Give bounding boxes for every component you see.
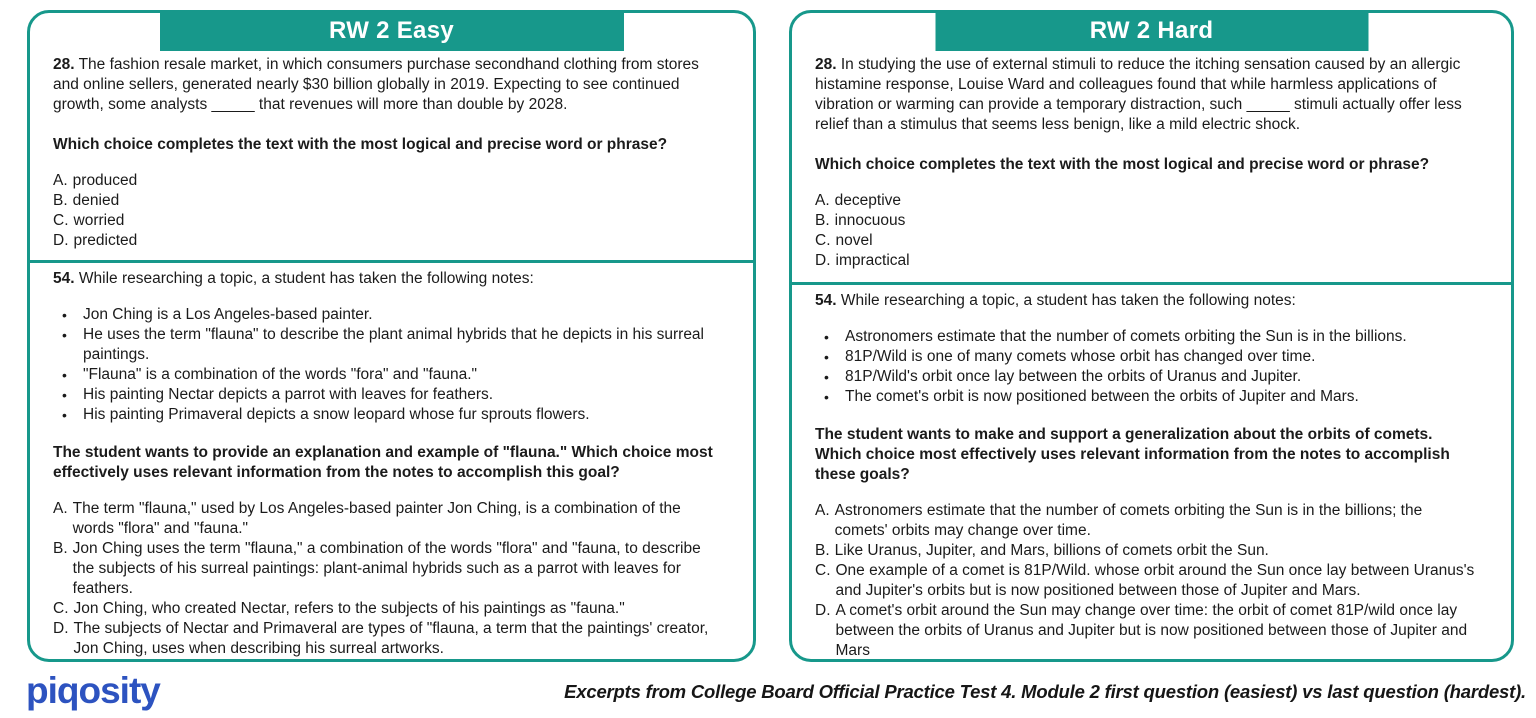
choice-label: D. xyxy=(53,232,69,249)
answer-choices xyxy=(815,501,1479,661)
choice-label: D. xyxy=(815,252,831,269)
easy-question-54-section xyxy=(30,260,753,659)
answer-choices xyxy=(53,499,721,659)
choice-text: worried xyxy=(73,212,125,229)
question-stem xyxy=(815,55,1479,135)
answer-choices xyxy=(53,171,721,251)
bullet-icon: • xyxy=(824,369,829,385)
choice-text: Like Uranus, Jupiter, and Mars, billions of comets orbit the Sun. xyxy=(834,542,1269,559)
answer-choice-a xyxy=(53,171,721,191)
choice-label: A. xyxy=(53,500,68,517)
choice-text: Astronomers estimate that the number of comets orbiting the Sun is in the billions; the comets' orbits may change over time. xyxy=(834,502,1423,539)
choice-label: C. xyxy=(53,212,69,229)
question-intro xyxy=(53,269,721,289)
choice-text: produced xyxy=(72,172,138,189)
note-text: The comet's orbit is now positioned between the orbits of Jupiter and Mars. xyxy=(845,388,1359,405)
note-text: "Flauna" is a combination of the words "fora" and "fauna." xyxy=(83,366,478,383)
answer-choice-c xyxy=(815,231,1479,251)
note-text: His painting Nectar depicts a parrot with leaves for feathers. xyxy=(83,386,494,403)
choice-text: One example of a comet is 81P/Wild. whose orbit around the Sun once lay between Uranus's and Jupiter's orbits but is now positioned between those of Jupiter and Mars. xyxy=(835,562,1475,599)
note-text: Jon Ching is a Los Angeles-based painter. xyxy=(83,306,373,323)
choice-label: B. xyxy=(815,212,830,229)
hard-question-54-section xyxy=(792,282,1511,661)
answer-choice-a xyxy=(815,191,1479,211)
student-notes-list xyxy=(815,327,1479,407)
choice-label: B. xyxy=(53,192,68,209)
note-item xyxy=(815,347,1479,367)
choice-text: novel xyxy=(835,232,873,249)
answer-choice-a xyxy=(53,499,721,539)
bullet-icon: • xyxy=(62,407,67,423)
note-text: His painting Primaveral depicts a snow leopard whose fur sprouts flowers. xyxy=(83,406,590,423)
note-text: 81P/Wild is one of many comets whose orbit has changed over time. xyxy=(845,348,1316,365)
answer-choice-b xyxy=(815,211,1479,231)
hard-question-card xyxy=(789,10,1514,662)
hard-question-28-section xyxy=(792,13,1511,282)
choice-label: C. xyxy=(815,232,831,249)
question-stem-text: The fashion resale market, in which consumers purchase secondhand clothing from stores and online sellers, generated nearly $30 billion globally in 2019. Expecting to see continued growth, some analysts _____ that revenues will more than double by 2028. xyxy=(53,56,699,113)
answer-choice-d xyxy=(815,251,1479,271)
question-number: 28. xyxy=(53,56,75,73)
choice-label: C. xyxy=(53,600,69,617)
bullet-icon: • xyxy=(824,349,829,365)
choice-text: Jon Ching, who created Nectar, refers to the subjects of his paintings as "fauna." xyxy=(73,600,625,617)
choice-text: predicted xyxy=(73,232,138,249)
question-prompt: The student wants to make and support a generalization about the orbits of comets. Which choice most effectively uses relevant information from the notes to accomplish these goals? xyxy=(815,426,1450,483)
answer-choice-d xyxy=(53,231,721,251)
choice-text: deceptive xyxy=(834,192,902,209)
answer-choice-b xyxy=(53,539,721,599)
note-item xyxy=(815,367,1479,387)
bullet-icon: • xyxy=(824,329,829,345)
choice-label: D. xyxy=(53,620,69,637)
choice-label: D. xyxy=(815,602,831,619)
bullet-icon: • xyxy=(62,307,67,323)
answer-choice-d xyxy=(815,601,1479,661)
question-intro-text: While researching a topic, a student has taken the following notes: xyxy=(78,270,534,287)
choice-label: A. xyxy=(815,192,830,209)
question-number: 54. xyxy=(53,270,75,287)
question-number: 54. xyxy=(815,292,837,309)
choice-label: B. xyxy=(815,542,830,559)
question-number: 28. xyxy=(815,56,837,73)
question-prompt: Which choice completes the text with the most logical and precise word or phrase? xyxy=(815,156,1430,173)
answer-choice-d xyxy=(53,619,721,659)
answer-choice-b xyxy=(815,541,1479,561)
bullet-icon: • xyxy=(62,367,67,383)
choice-label: B. xyxy=(53,540,68,557)
choice-text: Jon Ching uses the term "flauna," a combination of the words "flora" and "fauna, to describe the subjects of his surreal paintings: plant-animal hybrids such as a parrot with leaves for feathers. xyxy=(72,540,701,597)
answer-choice-c xyxy=(815,561,1479,601)
choice-text: denied xyxy=(72,192,120,209)
bullet-icon: • xyxy=(62,327,67,343)
bullet-icon: • xyxy=(824,389,829,405)
hard-card-title: RW 2 Hard xyxy=(1089,16,1214,44)
question-prompt: The student wants to provide an explanation and example of "flauna." Which choice most effectively uses relevant information from the notes to accomplish this goal? xyxy=(53,444,713,481)
answer-choices xyxy=(815,191,1479,271)
choice-label: A. xyxy=(53,172,68,189)
bullet-icon: • xyxy=(62,387,67,403)
answer-choice-a xyxy=(815,501,1479,541)
answer-choice-b xyxy=(53,191,721,211)
note-text: Astronomers estimate that the number of comets orbiting the Sun is in the billions. xyxy=(845,328,1407,345)
note-item xyxy=(53,365,721,385)
choice-text: A comet's orbit around the Sun may change over time: the orbit of comet 81P/wild once lay between the orbits of Uranus and Jupiter but is now positioned between those of Jupiter and Mars xyxy=(835,602,1468,659)
hard-card-header xyxy=(935,10,1368,51)
question-prompt: Which choice completes the text with the most logical and precise word or phrase? xyxy=(53,136,668,153)
choice-text: impractical xyxy=(835,252,910,269)
question-intro xyxy=(815,291,1479,311)
note-text: 81P/Wild's orbit once lay between the orbits of Uranus and Jupiter. xyxy=(845,368,1302,385)
note-item xyxy=(53,385,721,405)
note-item xyxy=(53,325,721,365)
question-stem-text: In studying the use of external stimuli to reduce the itching sensation caused by an allergic histamine response, Louise Ward and colleagues found that while harmless applications of vibration or warming can provide a temporary distraction, such _____ stimuli actually offer less relief than a stimulus that seems less benign, like a mild electric shock. xyxy=(815,56,1462,133)
note-text: He uses the term "flauna" to describe the plant animal hybrids that he depicts in his surreal paintings. xyxy=(83,326,704,363)
question-intro-text: While researching a topic, a student has taken the following notes: xyxy=(840,292,1296,309)
note-item xyxy=(815,327,1479,347)
note-item xyxy=(815,387,1479,407)
choice-label: A. xyxy=(815,502,830,519)
choice-text: innocuous xyxy=(834,212,906,229)
piqosity-logo: piqosity xyxy=(26,670,160,711)
question-stem xyxy=(53,55,721,115)
student-notes-list xyxy=(53,305,721,425)
choice-label: C. xyxy=(815,562,831,579)
easy-card-header xyxy=(160,10,624,51)
choice-text: The subjects of Nectar and Primaveral are types of "flauna, a term that the paintings' creator, Jon Ching, uses when describing his surreal artworks. xyxy=(73,620,709,657)
easy-card-title: RW 2 Easy xyxy=(329,16,454,44)
answer-choice-c xyxy=(53,211,721,231)
source-caption: Excerpts from College Board Official Practice Test 4. Module 2 first question (easiest) vs last question (hardest). xyxy=(564,681,1526,702)
easy-question-card xyxy=(27,10,756,662)
note-item xyxy=(53,305,721,325)
note-item xyxy=(53,405,721,425)
answer-choice-c xyxy=(53,599,721,619)
choice-text: The term "flauna," used by Los Angeles-based painter Jon Ching, is a combination of the words "flora" and "fauna." xyxy=(72,500,681,537)
